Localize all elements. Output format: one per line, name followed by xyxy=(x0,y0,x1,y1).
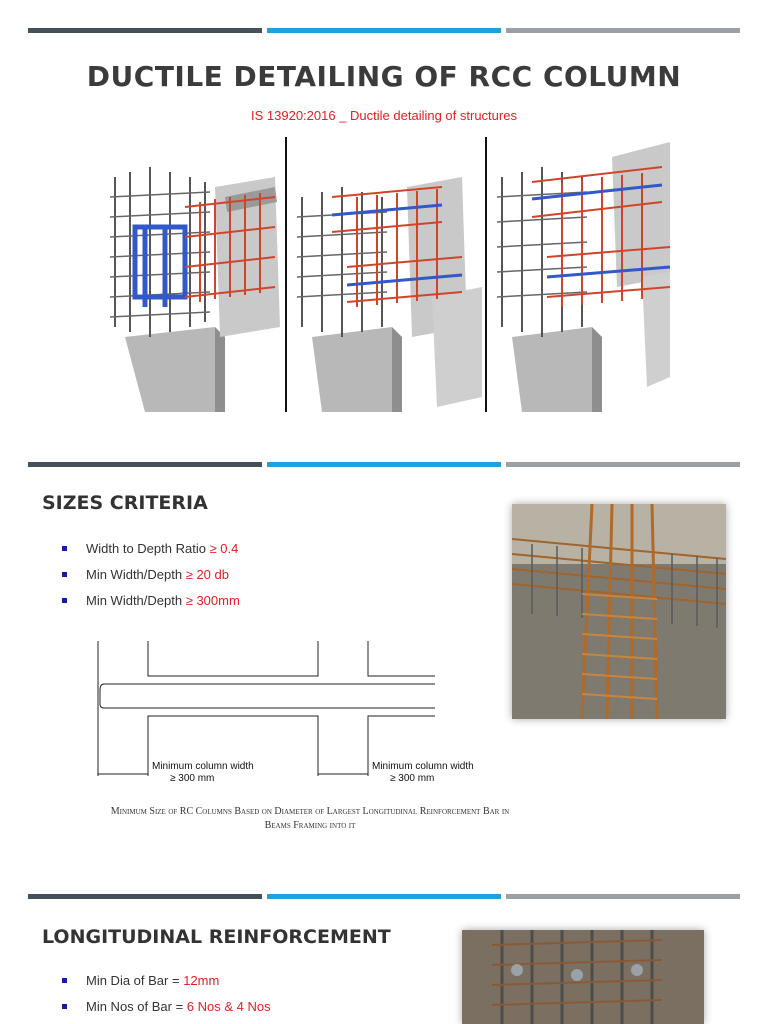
rebar-panel-3 xyxy=(497,142,670,412)
site-photo-svg xyxy=(512,504,726,719)
diagram-label-right-2: ≥ 300 mm xyxy=(390,773,435,784)
sizes-criteria-title: SIZES CRITERIA xyxy=(42,492,208,514)
slide-subtitle: IS 13920:2016 _ Ductile detailing of structures xyxy=(251,108,517,123)
section-bar-dark xyxy=(28,462,262,467)
longitudinal-reinforcement-list xyxy=(62,972,271,1024)
rebar-panel-1 xyxy=(110,167,280,412)
longitudinal-reinforcement-title: LONGITUDINAL REINFORCEMENT xyxy=(42,926,391,948)
diagram-exterior-joint xyxy=(98,641,290,776)
header-bar-grey xyxy=(506,28,740,33)
list-item: Min Dia of Bar = 12mm xyxy=(62,972,271,998)
site-photo-rebar-svg xyxy=(462,930,704,1024)
footer-bar-grey xyxy=(506,894,740,899)
header-bar-blue xyxy=(267,28,501,33)
column-width-diagram-svg xyxy=(90,636,510,786)
footer-bar-blue xyxy=(267,894,501,899)
footer-bar-dark xyxy=(28,894,262,899)
diagram-label-left-1: Minimum column width xyxy=(152,761,254,772)
site-photo-column-joint xyxy=(512,504,726,719)
diagram-label-right-1: Minimum column width xyxy=(372,761,474,772)
slide-title: DUCTILE DETAILING OF RCC COLUMN xyxy=(86,60,682,93)
list-item: Min Width/Depth ≥ 300mm xyxy=(62,592,240,618)
diagram-interior-joint xyxy=(265,641,435,776)
list-item: Width to Depth Ratio ≥ 0.4 xyxy=(62,540,240,566)
rebar-panel-2 xyxy=(297,177,482,412)
rebar-illustration xyxy=(105,137,670,412)
rebar-illustration-svg xyxy=(105,137,670,412)
list-item: Min Nos of Bar = 6 Nos & 4 Nos xyxy=(62,998,271,1024)
site-photo-rebar-cage xyxy=(462,930,704,1024)
sizes-criteria-list xyxy=(62,540,240,618)
diagram-label-left-2: ≥ 300 mm xyxy=(170,773,215,784)
header-bar-dark xyxy=(28,28,262,33)
list-item: Min Width/Depth ≥ 20 db xyxy=(62,566,240,592)
section-bar-blue xyxy=(267,462,501,467)
figure-caption: Minimum Size of RC Columns Based on Diameter of Largest Longitudinal Reinforcement Bar in Beams Framing into it xyxy=(110,806,510,831)
column-width-diagram xyxy=(90,636,510,786)
section-bar-grey xyxy=(506,462,740,467)
